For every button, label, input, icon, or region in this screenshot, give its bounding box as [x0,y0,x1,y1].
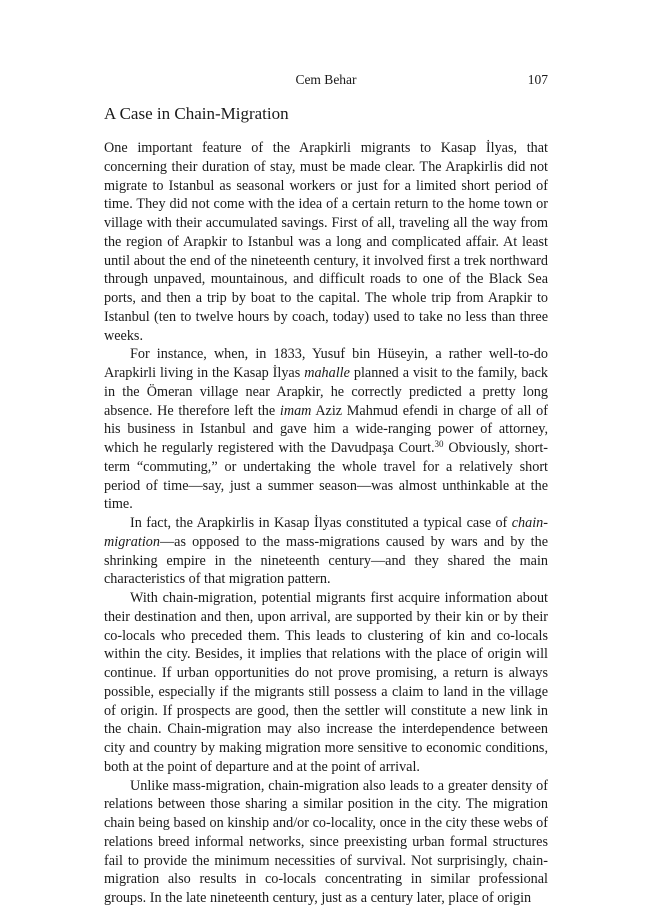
paragraph-3-text-a: In fact, the Arapkirlis in Kasap İlyas constituted a typical case of [130,515,512,531]
running-head-author: Cem Behar [295,72,357,87]
footnote-marker-30[interactable]: 30 [434,439,444,449]
paragraph-2-text-a: For instance, when, in 1833, Yusuf bin Hüseyin, a rather well-to-do Arapkirli living in the Kasap İlyas [104,346,548,381]
section-title: A Case in Chain-Migration [104,104,289,123]
paragraph-2-text-c: Aziz Mahmud efendi in charge of all of his business in Istanbul and gave him a wide-ranging power of attorney, which he regularly registered with the Davudpaşa Court. [104,402,548,456]
paragraph-3 [104,514,548,589]
paragraph-1: One important feature of the Arapkirli migrants to Kasap İlyas, that concerning their duration of stay, must be made clear. The Arapkirlis did not migrate to Istanbul as seasonal workers or just for a limited short period of time. They did not come with the idea of a certain return to the home town or village with their accumulated savings. First of all, traveling all the way from the region of Arapkir to Istanbul was a long and complicated affair. At least until about the end of the nineteenth century, it involved first a trek northward through unpaved, mountainous, and difficult roads to one of the Black Sea ports, and then a trip by boat to the capital. The whole trip from Arapkir to Istanbul (ten to twelve hours by coach, today) used to take no less than three weeks. [104,140,548,344]
paragraph-3-term-chain-migration: chain-migration [104,515,548,550]
paragraph-2-term-mahalle: mahalle [304,365,350,381]
paragraph-5: Unlike mass-migration, chain-migration also leads to a greater density of relations between those sharing a similar position in the city. The migration chain being based on kinship and/or co-locality, once in the city these webs of relations breed informal networks, since preexisting urban formal structures fail to provide the minimum necessities of survival. Not surprisingly, chain-migration also results in co-locals concentrating in similar professional groups. In the late nineteenth century, just as a century later, place of origin [104,777,548,906]
paragraph-2-text-d: Obviously, short-term “commuting,” or undertaking the whole travel for a relatively short period of time—say, just a summer season—was almost unthinkable at the time. [104,440,549,513]
page-number: 107 [527,72,548,87]
body-text [104,139,548,908]
paragraph-2 [104,345,548,514]
running-head [104,72,548,92]
paragraph-3-text-b: —as opposed to the mass-migrations caused by wars and by the shrinking empire in the nineteenth century—and they shared the main characteristics of that migration pattern. [104,533,548,588]
paragraph-2-term-imam: imam [279,402,312,419]
paragraph-2-text-b: planned a visit to the family, back in the Ömeran village near Arapkir, he correctly predicted a pretty long absence. He therefore left the [104,365,549,419]
paragraph-4: With chain-migration, potential migrants first acquire information about their destination and then, upon arrival, are supported by their kin or by their co-locals who preceded them. This leads to clustering of kin and co-locals within the city. Besides, it implies that relations with the place of origin will continue. If urban opportunities do not prove promising, a return is always possible, especially if the migrants still possess a claim to land in the village of origin. If prospects are good, then the settler will constitute a new link in the chain. Chain-migration may also increase the interdependence between city and country by making migration more sensitive to economic conditions, both at the point of departure and at the point of arrival. [104,590,548,775]
